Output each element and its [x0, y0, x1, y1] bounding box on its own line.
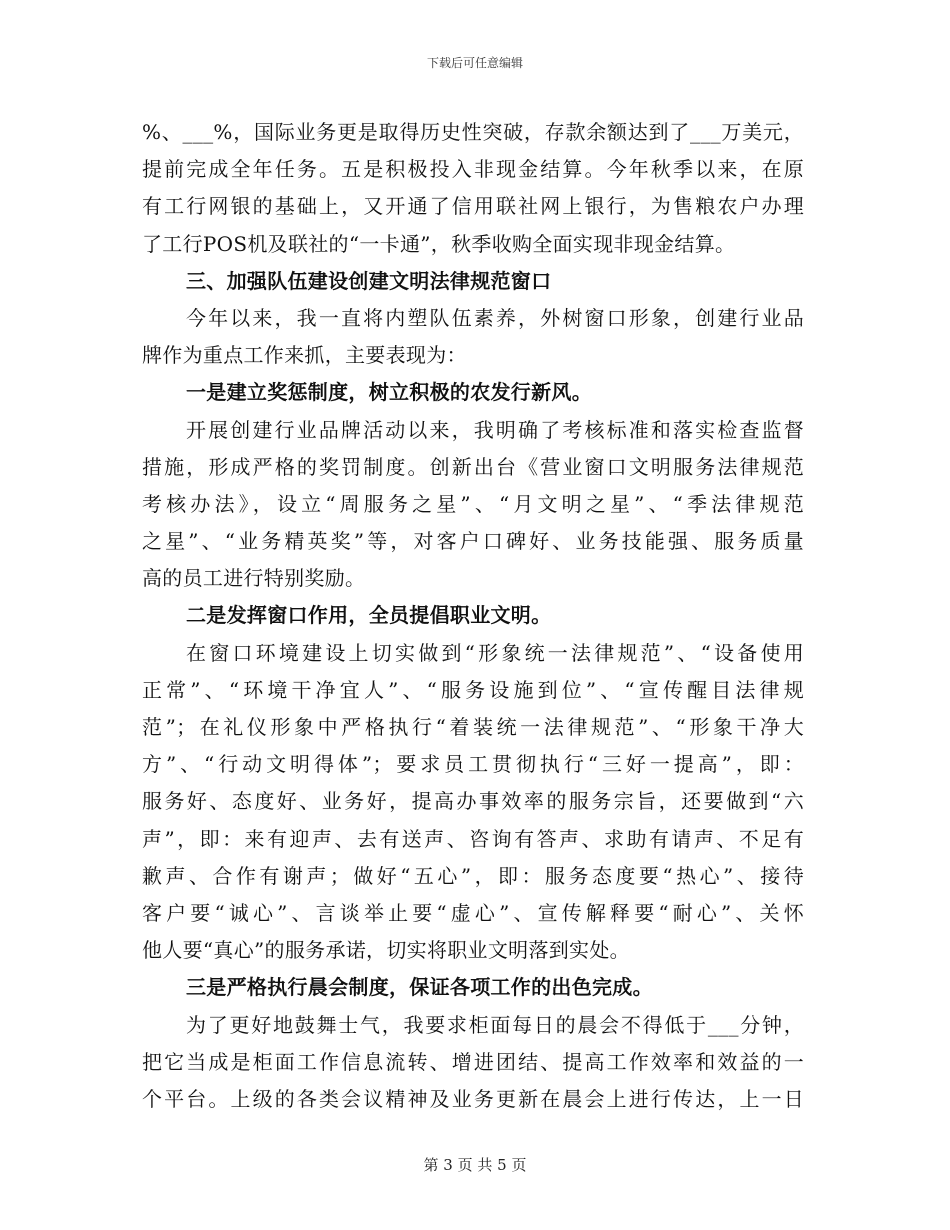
paragraph-line: 措施，形成严格的奖罚制度。创新出台《营业窗口文明服务法律规范 [142, 454, 804, 479]
subsection-heading: 二是发挥窗口作用，全员提倡职业文明。 [186, 603, 552, 628]
paragraph-line: 声”，即：来有迎声、去有送声、咨询有答声、求助有请声、不足有 [142, 826, 804, 851]
paragraph-line: 他人要“真心”的服务承诺，切实将职业文明落到实处。 [142, 938, 630, 963]
paragraph-line: 牌作为重点工作来抓，主要表现为： [142, 343, 467, 368]
paragraph-line: 客户要“诚心”、言谈举止要“虚心”、宣传解释要“耐心”、关怀 [142, 900, 804, 925]
download-editable-note: 下载后可任意编辑 [426, 56, 523, 70]
paragraph-line: 歉声、合作有谢声；做好“五心”，即：服务态度要“热心”、接待 [142, 863, 804, 888]
paragraph-line: %、___%，国际业务更是取得历史性突破，存款余额达到了___万美元， [142, 120, 804, 144]
paragraph-line: 考核办法》，设立“周服务之星”、“月文明之星”、“季法律规范 [142, 491, 804, 516]
paragraph-line: 之星”、“业务精英奖”等，对客户口碑好、业务技能强、服务质量 [142, 529, 804, 554]
paragraph-line: 范”；在礼仪形象中严格执行“着装统一法律规范”、“形象干净大 [142, 715, 804, 739]
paragraph-line: 在窗口环境建设上切实做到“形象统一法律规范”、“设备使用 [186, 640, 804, 665]
page-indicator: 第 3 页 共 5 页 [423, 1156, 527, 1174]
document-body [142, 114, 804, 1118]
paragraph-line: 个平台。上级的各类会议精神及业务更新在晨会上进行传达，上一日 [142, 1086, 804, 1111]
paragraph-line: 方”、“行动文明得体”；要求员工贯彻执行“三好一提高”，即： [142, 752, 804, 777]
paragraph-line: 了工行POS机及联社的“一卡通”，秋季收购全面实现非现金结算。 [142, 231, 736, 256]
paragraph-line: 提前完成全年任务。五是积极投入非现金结算。今年秋季以来，在原 [142, 157, 804, 182]
paragraph-line: 高的员工进行特别奖励。 [142, 566, 366, 591]
paragraph-line: 正常”、“环境干净宜人”、“服务设施到位”、“宣传醒目法律规 [142, 677, 804, 702]
paragraph-line: 有工行网银的基础上，又开通了信用联社网上银行，为售粮农户办理 [142, 194, 804, 219]
subsection-heading: 一是建立奖惩制度，树立积极的农发行新风。 [186, 380, 592, 405]
paragraph-line: 开展创建行业品牌活动以来，我明确了考核标准和落实检查监督 [186, 417, 804, 442]
section-heading: 三、加强队伍建设创建文明法律规范窗口 [186, 268, 552, 293]
paragraph-line: 为了更好地鼓舞士气，我要求柜面每日的晨会不得低于___分钟， [186, 1012, 804, 1037]
paragraph-line: 把它当成是柜面工作信息流转、增进团结、提高工作效率和效益的一 [142, 1049, 804, 1074]
paragraph-line: 服务好、态度好、业务好，提高办事效率的服务宗旨，还要做到“六 [142, 789, 804, 814]
paragraph-line: 今年以来，我一直将内塑队伍素养，外树窗口形象，创建行业品 [186, 305, 804, 330]
subsection-heading: 三是严格执行晨会制度，保证各项工作的出色完成。 [186, 975, 653, 1000]
